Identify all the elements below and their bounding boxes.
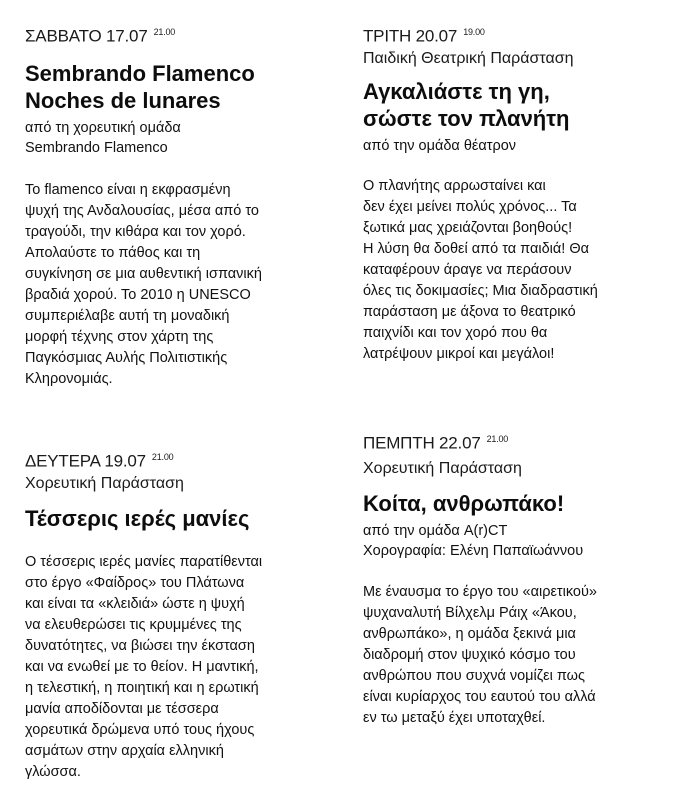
event-category: Χορευτική Παράσταση: [363, 459, 522, 477]
event-title: Αγκαλιάστε τη γη, σώστε τον πλανήτη: [363, 78, 570, 131]
event-tue-20: [363, 22, 693, 365]
event-date: ΤΡΙΤΗ 20.07 $^{19.00}$: [363, 26, 485, 46]
event-time: 21.00: [486, 434, 509, 444]
event-mon-19: [25, 447, 355, 783]
event-date: ΠΕΜΠΤΗ 22.07 $^{21.00}$: [363, 433, 509, 453]
event-time: 19.00: [463, 27, 485, 37]
event-sat-17: [25, 22, 355, 390]
event-date: ΣΑΒΒΑΤΟ 17.07 $^{21.00}$: [25, 26, 176, 46]
event-description: Το flamenco είναι η εκφρασμένη ψυχή της Ανδαλουσίας, μέσα από το τραγούδι, την κιθάρα και τον χορό. Απολαύστε το πάθος και τη συγκίνηση σε μια αυθεντική ισπανική βραδιά χορού. Το 2010 η UNESCO συμπεριέλαβε αυτή τη μοναδική μορφή τέχνης στον χάρτη της Παγκόσμιας Αυλής Πολιτιστικής Κληρονομιάς.: [25, 181, 262, 387]
event-date: ΔΕΥΤΕΡΑ 19.07 $^{21.00}$: [25, 451, 174, 471]
event-description: Ο πλανήτης αρρωσταίνει και δεν έχει μείνει πολύς χρόνος... Τα ξωτικά μας χρειάζονται βοηθούς! Η λύση θα δοθεί από τα παιδιά! Θα καταφέρουν άραγε να περάσουν όλες τις δοκιμασίες; Μια διαδραστική παράσταση με άξονα το θεατρικό παιχνίδι και τον χορό που θα λατρέψουν μικροί και μεγάλοι!: [363, 177, 598, 362]
event-category: Παιδική Θεατρική Παράσταση: [363, 49, 574, 67]
event-credits: από την ομάδα A(r)CT Χορογραφία: Ελένη Παπαϊωάννου: [363, 522, 584, 559]
event-description: Με έναυσμα το έργο του «αιρετικού» ψυχαναλυτή Βίλχελμ Ράιχ «Άκου, ανθρωπάκο», η ομάδα ξεκινά μια διαδρομή στον ψυχικό κόσμο του ανθρώπου που συχνά νομίζει πως είναι κυρίαρχος του εαυτού του αλλά εν τω μεταξύ έχει υποταχθεί.: [363, 583, 597, 726]
event-credits: από τη χορευτική ομάδα Sembrando Flamenco: [25, 119, 181, 156]
event-credits: από την ομάδα θέατρον: [363, 137, 517, 154]
event-time: 21.00: [151, 452, 174, 462]
event-title: Κοίτα, ανθρωπάκο!: [363, 490, 565, 516]
event-title: Τέσσερις ιερές μανίες: [25, 505, 250, 531]
event-title: Sembrando Flamenco Noches de lunares: [25, 60, 255, 113]
event-time: 21.00: [153, 27, 176, 37]
event-thu-22: [363, 429, 693, 729]
event-category: Χορευτική Παράσταση: [25, 474, 184, 492]
event-description: Ο τέσσερις ιερές μανίες παρατίθενται στο έργο «Φαίδρος» του Πλάτωνα και είναι τα «κλειδιά» ώστε η ψυχή να ελευθερώσει τις κρυμμένες της δυνατότητες, να βιώσει την έκσταση και να ενωθεί με το θείον. Η μαντική, η τελεστική, η ποιητική και η ερωτική μανία αποδίδονται με τέσσερα χορευτικά δρώμενα υπό τους ήχους ασμάτων στην αρχαία ελληνική γλώσσα.: [25, 553, 263, 780]
